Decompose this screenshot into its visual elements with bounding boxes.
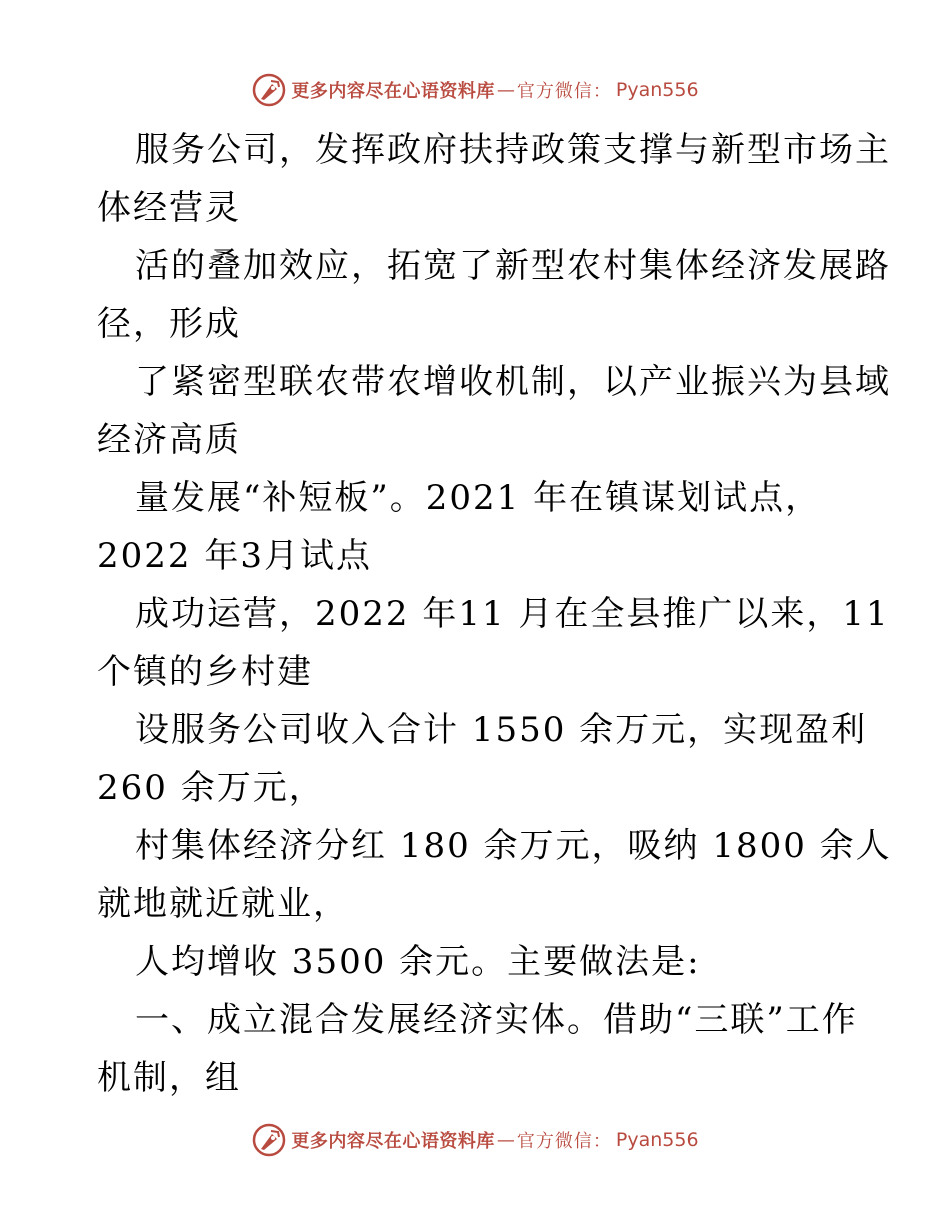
text-line: 2022 年3月试点 xyxy=(97,536,372,576)
text-line: 量发展“补短板”。2021 年在镇谋划试点， xyxy=(135,478,822,518)
text-line: 成功运营，2022 年11 月在全县推广以来，11 xyxy=(135,594,890,634)
text-line: 个镇的乡村建 xyxy=(97,652,313,692)
document-body xyxy=(97,121,892,1107)
footer-dash: — xyxy=(496,1129,515,1151)
text-line: 就地就近就业， xyxy=(97,884,349,924)
text-line: 了紧密型联农带农增收机制，以产业振兴为县域 xyxy=(135,362,891,402)
header-dash: — xyxy=(496,79,515,101)
footer-wechat-id: Pyan556 xyxy=(615,1129,699,1151)
pen-nib-circle-icon xyxy=(251,72,287,108)
footer-banner xyxy=(0,1120,950,1160)
paragraph xyxy=(97,817,892,933)
header-wechat-id: Pyan556 xyxy=(615,79,699,101)
text-line: 活的叠加效应，拓宽了新型农村集体经济发展路 xyxy=(135,246,891,286)
paragraph xyxy=(97,469,857,585)
paragraph xyxy=(97,121,891,237)
paragraph xyxy=(97,237,891,353)
text-line: 一、成立混合发展经济实体。借助“三联”工作 xyxy=(135,1000,858,1040)
pen-nib-circle-icon xyxy=(251,1122,287,1158)
text-line: 村集体经济分红 180 余万元，吸纳 1800 余人 xyxy=(135,826,892,866)
header-wechat-label: 官方微信： xyxy=(516,81,612,102)
paragraph xyxy=(97,991,857,1107)
paragraph xyxy=(97,353,891,469)
text-line: 经济高质 xyxy=(97,420,241,460)
text-line: 设服务公司收入合计 1550 余万元，实现盈利 xyxy=(135,710,868,750)
paragraph xyxy=(97,585,890,701)
paragraph xyxy=(97,701,868,817)
text-line: 服务公司，发挥政府扶持政策支撑与新型市场主 xyxy=(135,130,891,170)
text-line: 体经营灵 xyxy=(97,188,241,228)
text-line: 人均增收 3500 余元。主要做法是: xyxy=(135,942,701,982)
header-banner xyxy=(0,70,950,110)
text-line: 径，形成 xyxy=(97,304,241,344)
footer-wechat-label: 官方微信： xyxy=(516,1131,612,1152)
footer-site-name: 更多内容尽在心语资料库 xyxy=(291,1131,495,1152)
paragraph xyxy=(97,933,857,991)
header-site-name: 更多内容尽在心语资料库 xyxy=(291,81,495,102)
text-line: 机制，组 xyxy=(97,1058,241,1098)
text-line: 260 余万元， xyxy=(97,768,325,808)
